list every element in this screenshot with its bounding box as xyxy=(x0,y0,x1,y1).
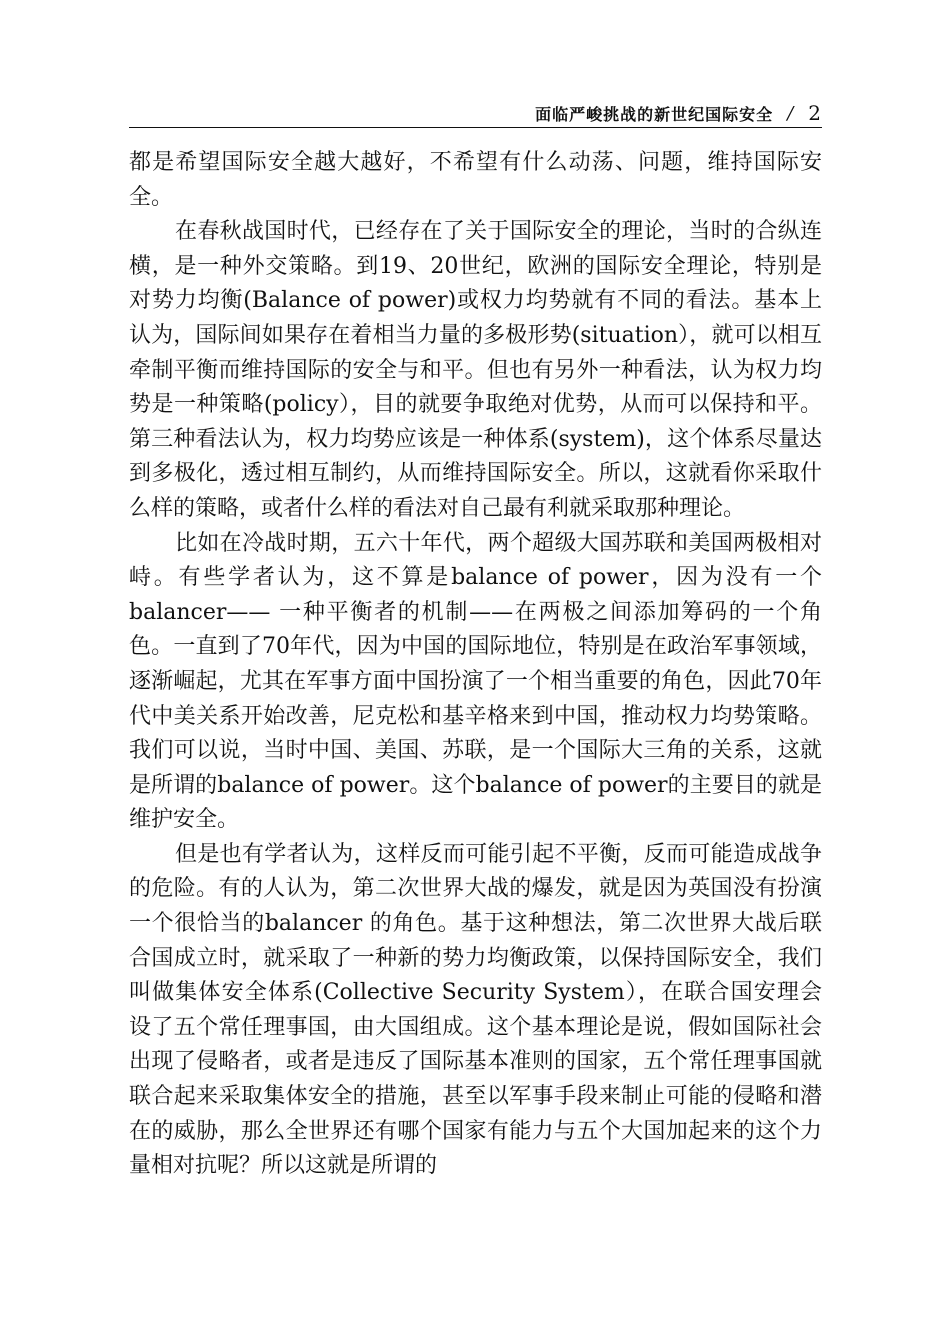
body-text xyxy=(129,146,822,1184)
running-header xyxy=(129,100,822,126)
header-separator: / xyxy=(787,102,795,124)
paragraph: 但是也有学者认为，这样反而可能引起不平衡，反而可能造成战争的危险。有的人认为，第二次世界大战的爆发，就是因为英国没有扮演一个很恰当的balancer 的角色。基于这种想法，第二次世界大战后联合国成立时，就采取了一种新的势力均衡政策，以保持国际安全，我们叫做集体安全体系(Collective Security System），在联合国安理会设了五个常任理事国，由大国组成。这个基本理论是说，假如国际社会出现了侵略者，或者是违反了国际基本准则的国家，五个常任理事国就联合起来采取集体安全的措施，甚至以军事手段来制止可能的侵略和潜在的威胁，那么全世界还有哪个国家有能力与五个大国加起来的这个力量相对抗呢？所以这就是所谓的 xyxy=(129,841,822,1179)
page-number: 2 xyxy=(808,101,822,125)
running-header-title: 面临严峻挑战的新世纪国际安全 xyxy=(535,104,774,124)
paragraph: 在春秋战国时代，已经存在了关于国际安全的理论，当时的合纵连横，是一种外交策略。到19、20世纪，欧洲的国际安全理论，特别是对势力均衡(Balance of power)或权力均势就有不同的看法。基本上认为，国际间如果存在着相当力量的多极形势(situation），就可以相互牵制平衡而维持国际的安全与和平。但也有另外一种看法，认为权力均势是一种策略(policy），目的就要争取绝对优势，从而可以保持和平。第三种看法认为，权力均势应该是一种体系(system)，这个体系尽量达到多极化，透过相互制约，从而维持国际安全。所以，这就看你采取什么样的策略，或者什么样的看法对自己最有利就采取那种理论。 xyxy=(129,219,822,521)
paragraph: 比如在冷战时期，五六十年代，两个超级大国苏联和美国两极相对峙。有些学者认为，这不算是balance of power，因为没有一个balancer—— 一种平衡者的机制——在两极之间添加筹码的一个角色。一直到了70年代，因为中国的国际地位，特别是在政治军事领域，逐渐崛起，尤其在军事方面中国扮演了一个相当重要的角色，因此70年代中美关系开始改善，尼克松和基辛格来到中国，推动权力均势策略。我们可以说，当时中国、美国、苏联，是一个国际大三角的关系，这就是所谓的balance of power。这个balance of power的主要目的就是维护安全。 xyxy=(129,530,822,833)
paragraph-continued: 都是希望国际安全越大越好，不希望有什么动荡、问题，维持国际安全。 xyxy=(129,150,822,210)
header-rule xyxy=(129,127,822,128)
